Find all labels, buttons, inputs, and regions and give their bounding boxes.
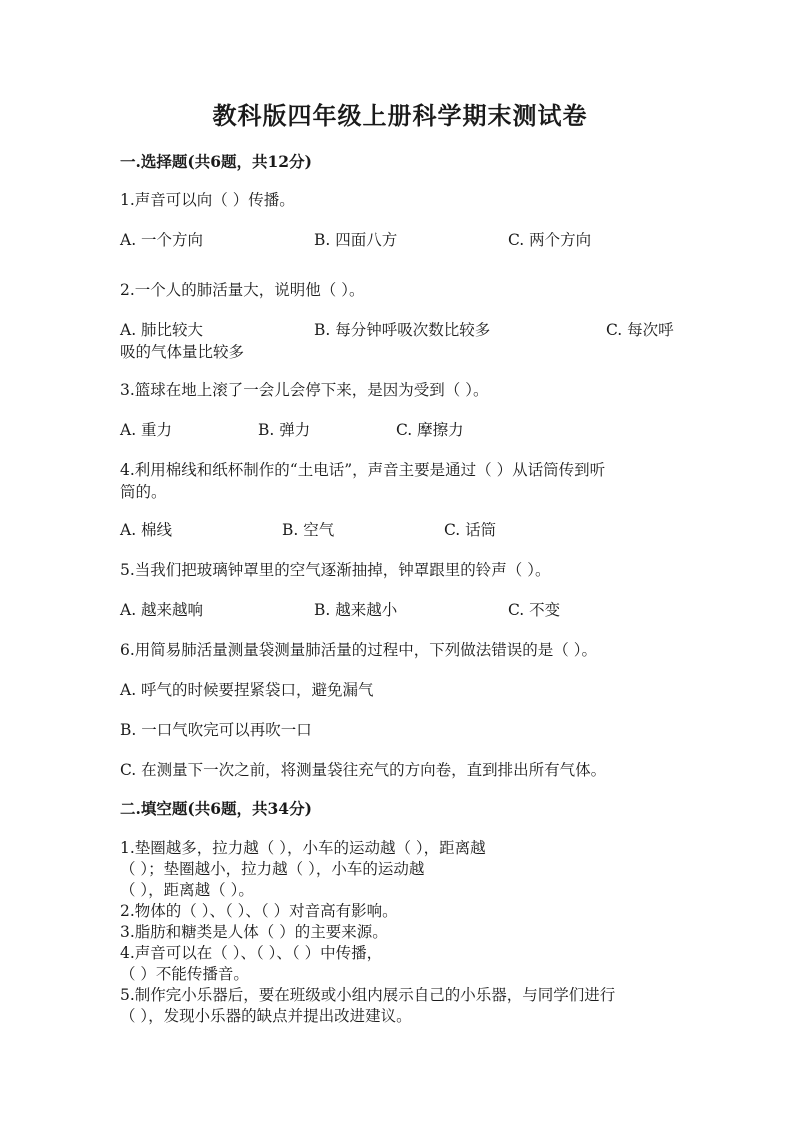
page-title: 教科版四年级上册科学期末测试卷 xyxy=(212,101,588,130)
question-4-option-b: B. 空气 xyxy=(282,521,335,539)
question-1-option-c: C. 两个方向 xyxy=(508,231,592,249)
question-2-option-a: A. 肺比较大 xyxy=(120,321,204,339)
question-6-option-b: B. 一口气吹完可以再吹一口 xyxy=(120,721,312,739)
question-2-option-b: B. 每分钟呼吸次数比较多 xyxy=(314,321,491,339)
question-4-stem: 4.利用棉线和纸杯制作的“土电话”，声音主要是通过（ ）从话筒传到听 xyxy=(120,461,606,479)
question-4-stem-continued: 筒的。 xyxy=(120,483,167,501)
question-3-stem: 3.篮球在地上滚了一会儿会停下来，是因为受到（ ）。 xyxy=(120,381,489,399)
question-5-option-a: A. 越来越响 xyxy=(120,601,204,619)
fill-line-4: 2.物体的（ ）、（ ）、（ ）对音高有影响。 xyxy=(120,902,398,920)
question-1-option-b: B. 四面八方 xyxy=(314,231,398,249)
question-2-stem: 2.一个人的肺活量大，说明他（ ）。 xyxy=(120,281,365,299)
question-5-option-b: B. 越来越小 xyxy=(314,601,398,619)
question-5-option-c: C. 不变 xyxy=(508,601,561,619)
fill-line-6: 4.声音可以在（ ）、（ ）、（ ）中传播， xyxy=(120,944,383,962)
question-6-stem: 6.用简易肺活量测量袋测量肺活量的过程中，下列做法错误的是（ ）。 xyxy=(120,641,597,659)
fill-line-5: 3.脂肪和糖类是人体（ ）的主要来源。 xyxy=(120,923,388,941)
question-1-stem: 1.声音可以向（ ）传播。 xyxy=(120,191,295,209)
question-4-option-a: A. 棉线 xyxy=(120,521,173,539)
fill-line-1: 1.垫圈越多，拉力越（ ），小车的运动越（ ），距离越 xyxy=(120,839,486,857)
question-3-option-b: B. 弹力 xyxy=(258,421,311,439)
fill-line-2: （ ）；垫圈越小，拉力越（ ），小车的运动越 xyxy=(120,860,425,878)
section-2-heading: 二.填空题(共6题，共34分) xyxy=(120,799,312,818)
question-6-option-c: C. 在测量下一次之前，将测量袋往充气的方向卷，直到排出所有气体。 xyxy=(120,761,607,779)
question-2-option-c-continued: 吸的气体量比较多 xyxy=(120,343,245,361)
fill-line-3: （ ），距离越（ ）。 xyxy=(120,881,254,899)
question-5-stem: 5.当我们把玻璃钟罩里的空气逐渐抽掉，钟罩跟里的铃声（ ）。 xyxy=(120,561,551,579)
question-2-option-c: C. 每次呼 xyxy=(606,321,674,339)
question-4-option-c: C. 话筒 xyxy=(444,521,497,539)
question-6-option-a: A. 呼气的时候要捏紧袋口，避免漏气 xyxy=(120,681,374,699)
question-3-option-a: A. 重力 xyxy=(120,421,173,439)
section-1-heading: 一.选择题(共6题，共12分) xyxy=(120,152,312,171)
question-1-option-a: A. 一个方向 xyxy=(120,231,204,249)
fill-line-8: 5.制作完小乐器后，要在班级或小组内展示自己的小乐器，与同学们进行 xyxy=(120,986,616,1004)
fill-line-9: （ ），发现小乐器的缺点并提出改进建议。 xyxy=(120,1007,412,1025)
question-3-option-c: C. 摩擦力 xyxy=(396,421,464,439)
fill-line-7: （ ）不能传播音。 xyxy=(120,965,249,983)
